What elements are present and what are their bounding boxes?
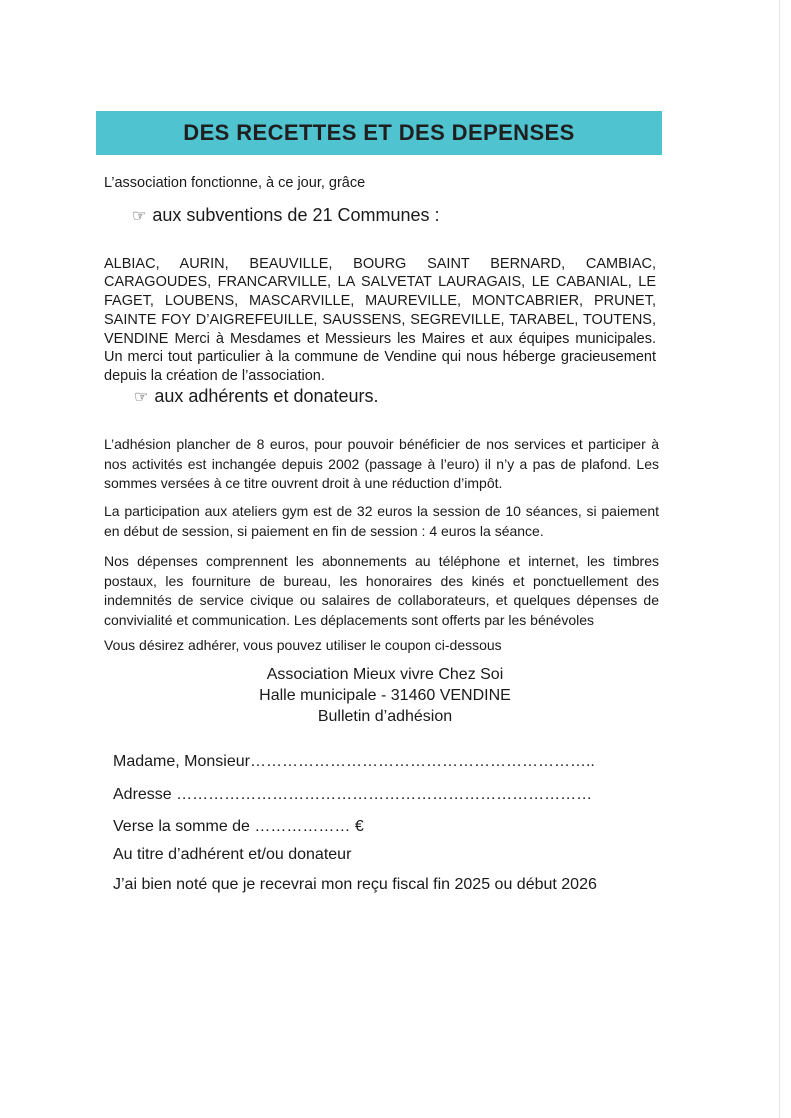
form-name-line[interactable]: Madame, Monsieur……………………………………………………….. — [113, 753, 595, 770]
membership-paragraph: L’adhésion plancher de 8 euros, pour pouvoir bénéficier de nos services et participer à nos activités est inchangée depuis 2002 (passage à l’euro) il n’y a pas de plafond. Les sommes versées à ce titre ouvrent droit à une réduction d’impôt. — [104, 436, 659, 491]
association-name: Association Mieux vivre Chez Soi — [266, 666, 504, 683]
page-edge — [779, 0, 780, 1118]
pointing-hand-icon: ☞ — [134, 388, 149, 406]
form-address-line[interactable]: Adresse …………………………………………………………………… — [113, 786, 593, 803]
communes-paragraph: ALBIAC, AURIN, BEAUVILLE, BOURG SAINT BERNARD, CAMBIAC, CARAGOUDES, FRANCARVILLE, LA SALVETAT LAURAGAIS, LE CABANIAL, LE FAGET, LOUBENS, MASCARVILLE, MAUREVILLE, MONTCABRIER, PRUNET, SAINTE FOY D’AIGREFEUILLE, SAUSSENS, SEGREVILLE, TARABEL, TOUTENS, VENDINE Merci à Mesdames et Messieurs les Maires et aux équipes municipales. Un merci tout particulier à la commune de Vendine qui nous héberge gracieusement depuis la création de l’association. — [104, 255, 656, 385]
form-title: Bulletin d’adhésion — [317, 708, 453, 725]
association-block — [180, 664, 590, 727]
title-banner — [96, 111, 662, 155]
intro-text: L’association fonctionne, à ce jour, grâce — [104, 175, 366, 191]
form-receipt-line: J’ai bien noté que je recevrai mon reçu fiscal fin 2025 ou début 2026 — [113, 876, 597, 893]
expenses-paragraph: Nos dépenses comprennent les abonnements au téléphone et internet, les timbres postaux, les fourniture de bureau, les honoraires des kinés et ponctuellement des indemnités de service civique ou salaires de collaborateurs, et quelques dépenses de convivialité et communication. Les déplacements sont offerts par les bénévoles — [104, 553, 659, 628]
page-title: DES RECETTES ET DES DEPENSES — [183, 120, 575, 145]
gym-paragraph: La participation aux ateliers gym est de 32 euros la session de 10 séances, si paiement en début de session, si paiement en fin de session : 4 euros la séance. — [104, 503, 659, 539]
members-heading — [134, 386, 379, 407]
members-heading-label: aux adhérents et donateurs. — [154, 386, 379, 406]
communes-heading — [132, 205, 440, 226]
association-address: Halle municipale - 31460 VENDINE — [259, 687, 511, 704]
communes-heading-label: aux subventions de 21 Communes : — [152, 205, 440, 225]
coupon-paragraph: Vous désirez adhérer, vous pouvez utiliser le coupon ci-dessous — [104, 637, 502, 653]
form-amount-line[interactable]: Verse la somme de ……………… € — [113, 818, 364, 835]
form-status-line: Au titre d’adhérent et/ou donateur — [113, 846, 352, 863]
pointing-hand-icon: ☞ — [132, 207, 147, 225]
